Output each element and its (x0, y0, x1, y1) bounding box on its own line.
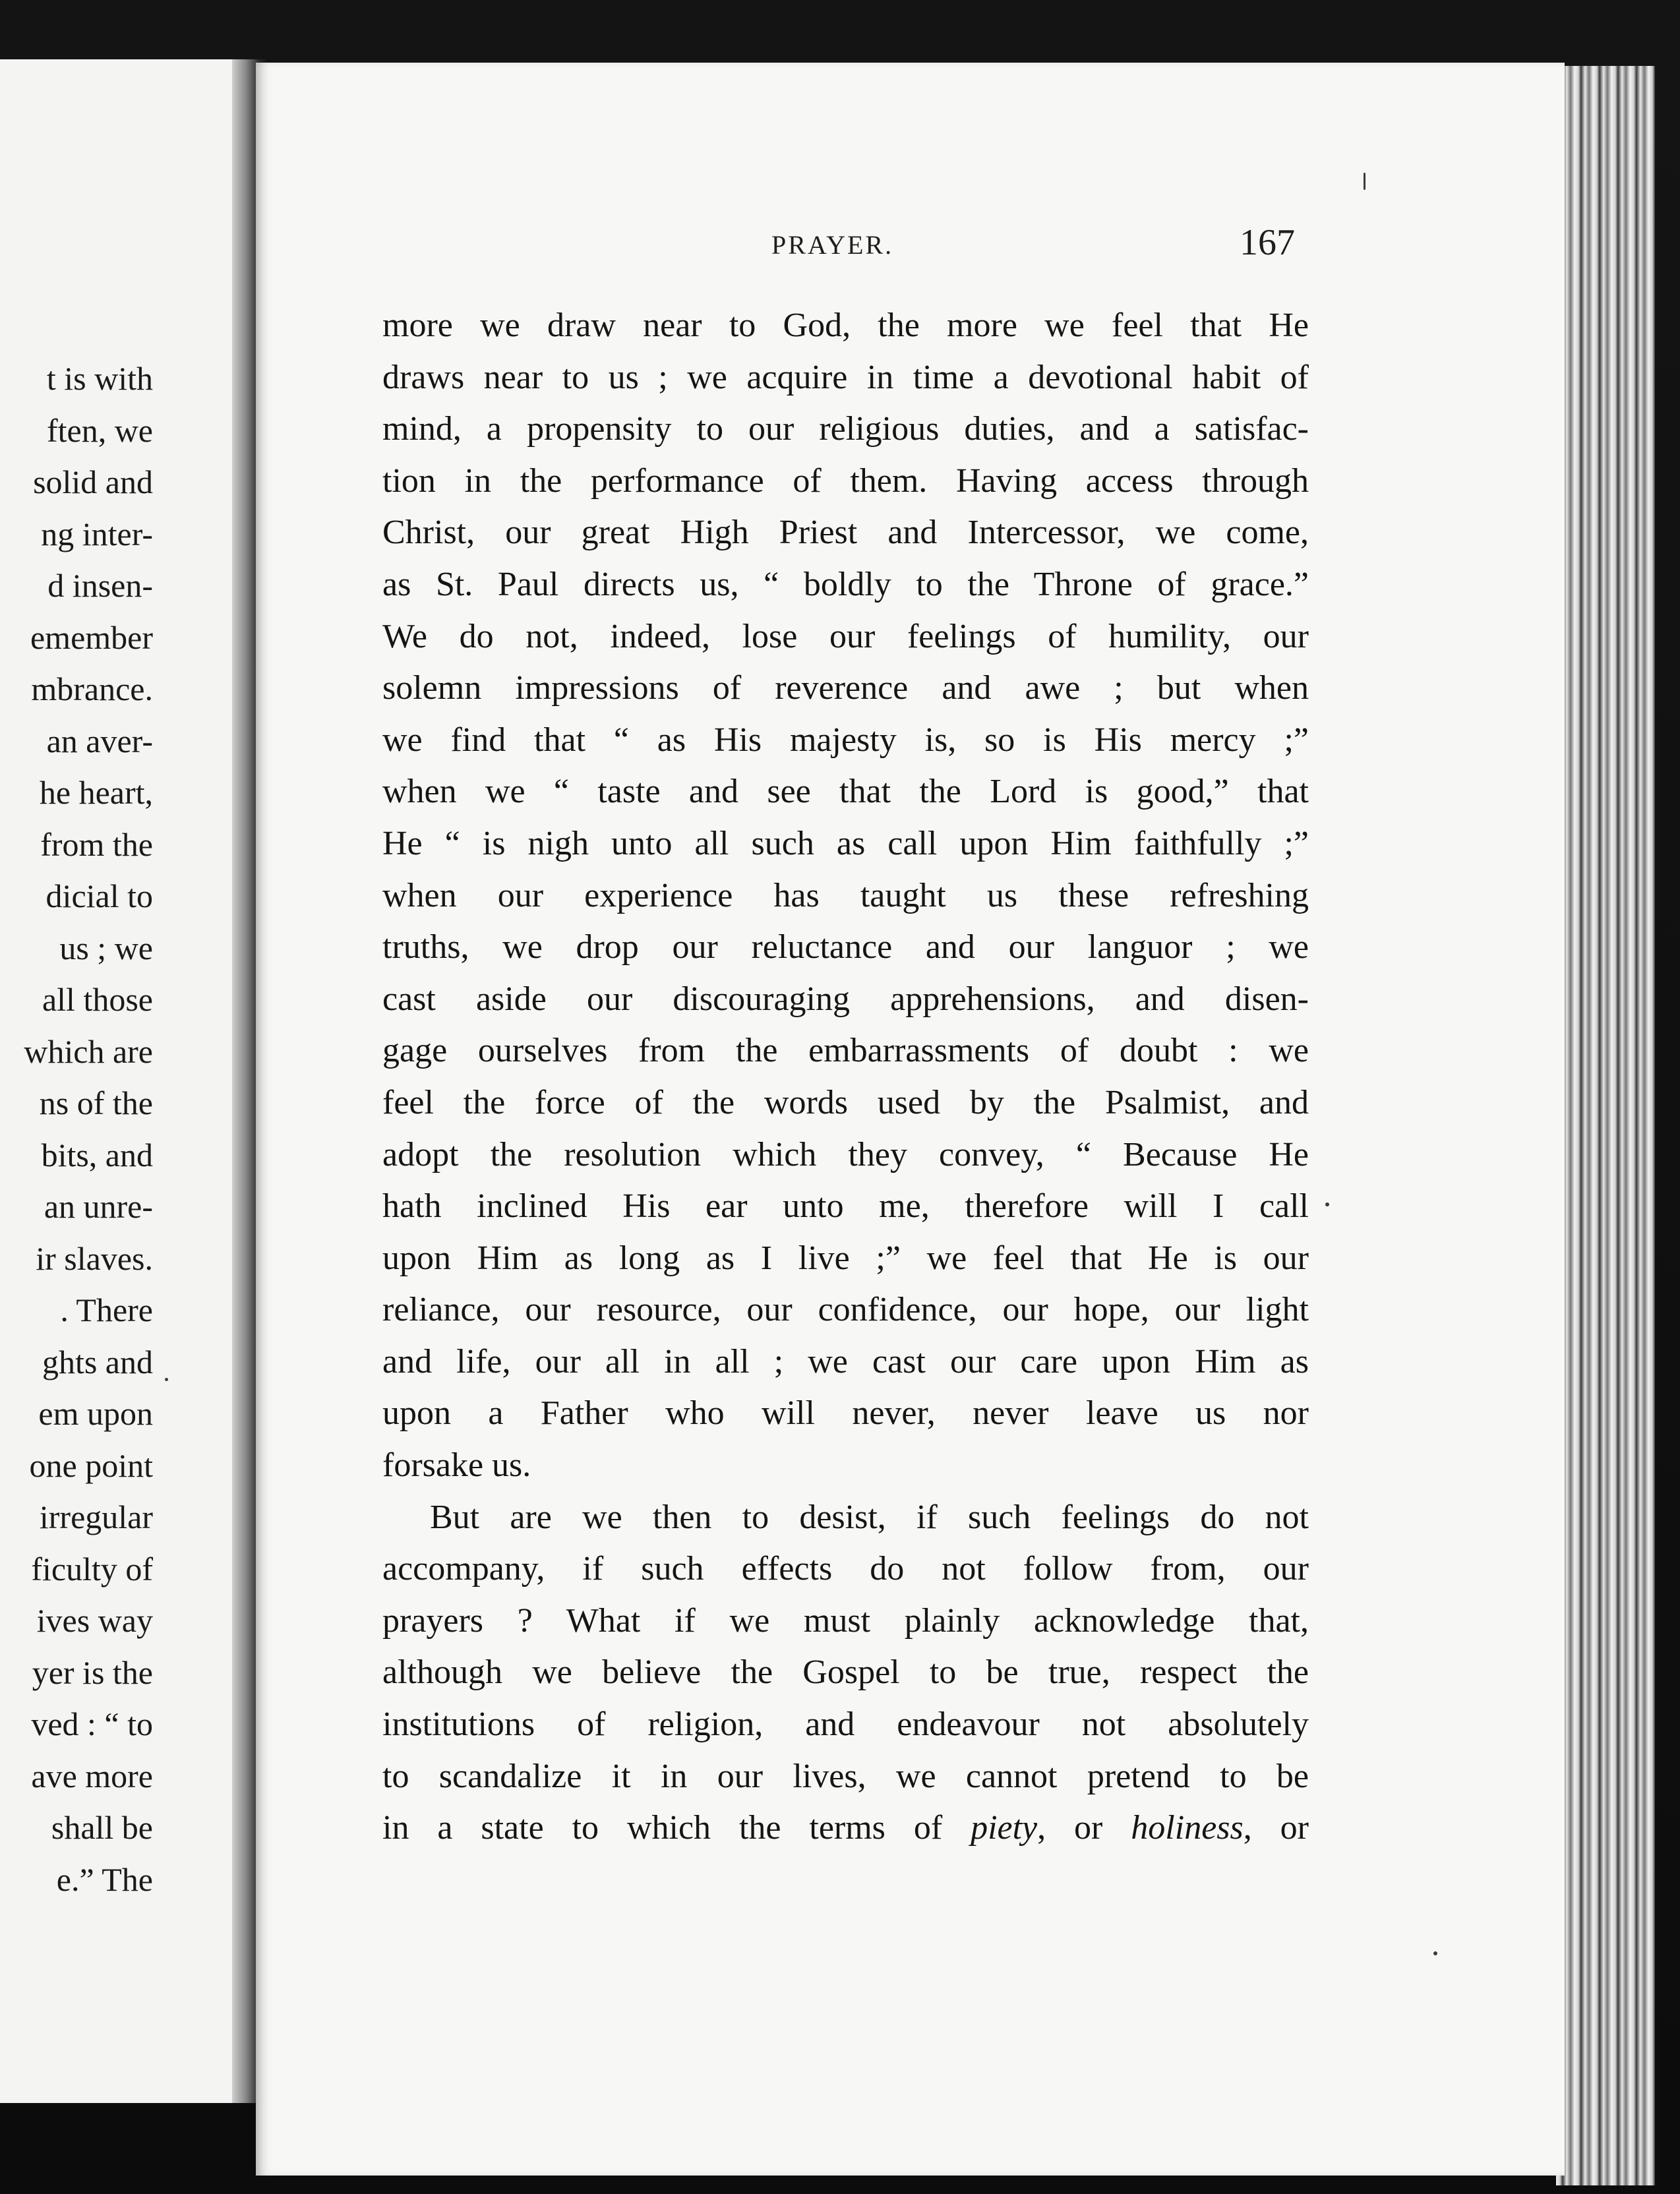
facing-line: ng inter- (41, 515, 153, 552)
facing-line: d insen- (47, 567, 153, 604)
page-edges (1556, 66, 1655, 2185)
facing-line: bits, and (41, 1136, 153, 1173)
facing-line: irregular (39, 1498, 153, 1535)
page-number: 167 (1240, 222, 1295, 263)
text-line: institutions of religion, and endeavour not absolutely (382, 1705, 1309, 1744)
text-line: draws near to us ; we acquire in time a devotional habit of (382, 358, 1309, 396)
text-line: mind, a propensity to our religious duties, and a satisfac- (382, 410, 1309, 448)
text-line: when our experience has taught us these refreshing (382, 876, 1309, 914)
facing-line: us ; we (59, 929, 153, 966)
print-speck (1325, 1202, 1329, 1206)
facing-line: one point (29, 1446, 153, 1484)
text-line: Christ, our great High Priest and Intercessor, we come, (382, 514, 1309, 552)
text-line: when we “ taste and see that the Lord is good,” that (382, 773, 1309, 811)
text-line: although we believe the Gospel to be true, respect the (382, 1653, 1309, 1692)
text-line: truths, we drop our reluctance and our languor ; we (382, 928, 1309, 966)
facing-line: ives way (36, 1602, 153, 1639)
final-text-line (382, 1802, 1309, 1854)
text-line: hath inclined His ear unto me, therefore will I call (382, 1187, 1309, 1226)
facing-line: . There (60, 1291, 153, 1328)
facing-line: solid and (33, 463, 153, 500)
text-line: upon a Father who will never, never leave us nor (382, 1394, 1309, 1433)
text-line: and life, our all in all ; we cast our care upon Him as (382, 1342, 1309, 1380)
facing-line: yer is the (32, 1653, 153, 1691)
facing-line: all those (42, 981, 153, 1018)
text-line: more we draw near to God, the more we feel that He (382, 307, 1309, 344)
text-line: to scandalize it in our lives, we cannot pretend to be (382, 1757, 1309, 1795)
final-line-end: , or (1243, 1809, 1309, 1847)
facing-line: an aver- (46, 722, 153, 759)
text-line: accompany, if such effects do not follow from, our (382, 1550, 1309, 1588)
print-speck (1433, 1951, 1437, 1955)
text-line: feel the force of the words used by the Psalmist, and (382, 1083, 1309, 1121)
facing-line: t is with (46, 360, 153, 397)
running-head: PRAYER. (771, 230, 894, 260)
facing-line: from the (40, 825, 153, 863)
print-speck (1364, 173, 1365, 190)
final-line-start: in a state to which the terms of (382, 1809, 971, 1847)
text-line: gage ourselves from the embarrassments of doubt : we (382, 1032, 1309, 1070)
facing-line: ir slaves. (36, 1239, 153, 1277)
paragraph-end-line: forsake us. (382, 1446, 531, 1485)
facing-page-text (24, 353, 153, 1905)
facing-line: he heart, (39, 774, 153, 811)
italic-word-piety: piety (971, 1809, 1038, 1847)
facing-line: which are (24, 1032, 153, 1070)
paragraph-start-line: But are we then to desist, if such feelings do not (430, 1498, 1309, 1536)
final-line-middle: , or (1037, 1809, 1131, 1847)
facing-line: dicial to (45, 877, 153, 914)
text-line: He “ is nigh unto all such as call upon Him faithfully ;” (382, 824, 1309, 862)
text-line: as St. Paul directs us, “ boldly to the Throne of grace.” (382, 565, 1309, 603)
facing-line: emember (30, 618, 153, 656)
body-text (382, 300, 1309, 1854)
text-line: cast aside our discouraging apprehensions, and disen- (382, 980, 1309, 1018)
facing-line: ave more (31, 1757, 153, 1794)
facing-line: ften, we (46, 411, 153, 449)
text-line: tion in the performance of them. Having access through (382, 461, 1309, 500)
facing-line: ns of the (39, 1084, 153, 1121)
text-line: We do not, indeed, lose our feelings of humility, our (382, 617, 1309, 655)
facing-line: ved : “ to (31, 1705, 153, 1742)
facing-line: em upon (38, 1395, 153, 1432)
text-line: adopt the resolution which they convey, “ Because He (382, 1135, 1309, 1173)
text-line: solemn impressions of reverence and awe ; but when (382, 669, 1309, 707)
facing-line: e.” The (56, 1860, 153, 1898)
italic-word-holiness: holiness (1131, 1809, 1244, 1847)
text-line: prayers ? What if we must plainly acknowledge that, (382, 1601, 1309, 1640)
print-speck (165, 1378, 168, 1381)
text-line: upon Him as long as I live ;” we feel that He is our (382, 1239, 1309, 1277)
text-line: we find that “ as His majesty is, so is His mercy ;” (382, 721, 1309, 759)
facing-line: shall be (51, 1809, 153, 1846)
facing-page (0, 59, 237, 2103)
facing-line: ficulty of (31, 1550, 153, 1587)
facing-line: ghts and (42, 1343, 153, 1380)
facing-line: mbrance. (31, 670, 153, 707)
facing-line: an unre- (44, 1188, 153, 1225)
text-line: reliance, our resource, our confidence, our hope, our light (382, 1291, 1309, 1329)
